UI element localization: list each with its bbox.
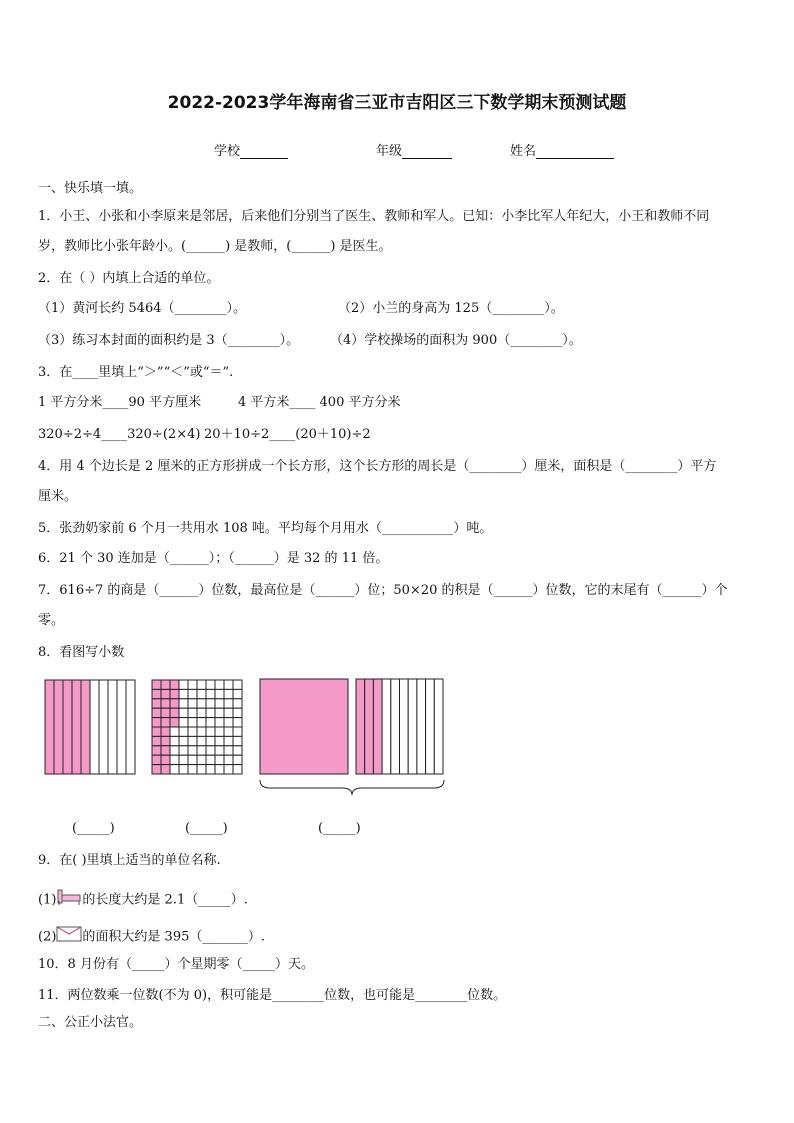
empty-cell	[170, 736, 179, 745]
empty-cell	[188, 699, 197, 708]
empty-cell	[179, 708, 188, 717]
shaded-strip	[81, 680, 90, 774]
empty-cell	[224, 689, 233, 698]
question-2-part-1: （1）黄河长约 5464（________）。	[38, 301, 246, 316]
empty-cell	[224, 708, 233, 717]
figure-grid-hundredths	[151, 679, 243, 776]
empty-cell	[233, 718, 242, 727]
empty-strip	[382, 679, 391, 774]
empty-cell	[215, 755, 224, 764]
school-field	[214, 140, 288, 159]
grouping-brace	[260, 780, 444, 795]
name-label: 姓名	[510, 144, 537, 159]
grade-label: 年级	[376, 144, 403, 159]
empty-cell	[197, 736, 206, 745]
shaded-cell	[152, 765, 161, 774]
question-3-part-1: 1 平方分米____90 平方厘米	[38, 395, 202, 410]
shaded-cell	[152, 689, 161, 698]
empty-cell	[197, 727, 206, 736]
empty-cell	[206, 680, 215, 689]
question-1-line-2: 岁，教师比小张年龄小。(______) 是教师，(______) 是医生。	[38, 239, 392, 254]
grade-field	[376, 140, 452, 159]
empty-cell	[233, 727, 242, 736]
shaded-cell	[161, 755, 170, 764]
name-field	[510, 140, 614, 159]
envelope-icon	[56, 926, 82, 948]
question-4-line-2: 厘米。	[38, 489, 78, 504]
empty-strip	[117, 680, 126, 774]
question-3-part-4: 20＋10÷2____(20＋10)÷2	[204, 427, 371, 442]
part-2-prefix: (2)	[38, 929, 57, 945]
shaded-cell	[170, 689, 179, 698]
empty-cell	[197, 699, 206, 708]
part-1-prefix: (1)	[38, 892, 57, 908]
shaded-cell	[152, 736, 161, 745]
empty-cell	[215, 765, 224, 774]
empty-cell	[170, 755, 179, 764]
empty-cell	[233, 708, 242, 717]
shaded-cell	[161, 727, 170, 736]
empty-cell	[215, 699, 224, 708]
empty-strip	[417, 679, 426, 774]
empty-cell	[188, 727, 197, 736]
empty-cell	[188, 746, 197, 755]
empty-cell	[170, 746, 179, 755]
empty-cell	[233, 755, 242, 764]
empty-cell	[224, 680, 233, 689]
question-4-line-1: 4．用 4 个边长是 2 厘米的正方形拼成一个长方形，这个长方形的周长是（________）厘米，面积是（________）平方	[38, 459, 717, 474]
shaded-cell	[170, 699, 179, 708]
empty-strip	[99, 680, 108, 774]
empty-strip	[90, 680, 99, 774]
whole-square	[260, 679, 348, 774]
question-2-heading: 2．在（ ）内填上合适的单位。	[38, 271, 220, 286]
empty-cell	[224, 718, 233, 727]
shaded-cell	[161, 699, 170, 708]
shaded-cell	[152, 680, 161, 689]
question-11: 11．两位数乘一位数(不为 0)，积可能是________位数，也可能是________位数。	[38, 988, 507, 1003]
shaded-cell	[161, 736, 170, 745]
empty-cell	[170, 727, 179, 736]
empty-cell	[215, 727, 224, 736]
empty-strip	[126, 680, 135, 774]
empty-cell	[233, 680, 242, 689]
section-1-heading: 一、快乐填一填。	[38, 181, 143, 196]
section-2-heading: 二、公正小法官。	[38, 1015, 143, 1030]
shaded-cell	[170, 718, 179, 727]
question-9-part-1	[38, 888, 248, 912]
part-2-text: 的面积大约是 395（_______）.	[82, 929, 265, 945]
empty-cell	[206, 765, 215, 774]
empty-cell	[188, 718, 197, 727]
question-2-part-4: （4）学校操场的面积为 900（________）。	[330, 333, 582, 348]
shaded-cell	[161, 746, 170, 755]
shaded-cell	[161, 718, 170, 727]
empty-cell	[206, 727, 215, 736]
empty-cell	[206, 708, 215, 717]
shaded-cell	[152, 755, 161, 764]
empty-cell	[197, 708, 206, 717]
figure-1-answer-blank[interactable]: (_____)	[72, 821, 115, 836]
shaded-strip	[365, 679, 374, 774]
question-9-part-2	[38, 926, 265, 948]
empty-strip	[391, 679, 400, 774]
empty-cell	[224, 736, 233, 745]
shaded-cell	[152, 727, 161, 736]
empty-cell	[197, 680, 206, 689]
question-2-part-3: （3）练习本封面的面积约是 3（________）。	[38, 333, 300, 348]
school-blank[interactable]	[240, 144, 288, 159]
shaded-strip	[72, 680, 81, 774]
empty-cell	[224, 746, 233, 755]
empty-strip	[108, 680, 117, 774]
question-3-part-2: 4 平方米____ 400 平方分米	[238, 395, 401, 410]
empty-strip	[400, 679, 409, 774]
figure-2-answer-blank[interactable]: (_____)	[185, 821, 228, 836]
figure-3-answer-blank[interactable]: (_____)	[318, 821, 361, 836]
empty-cell	[206, 746, 215, 755]
empty-cell	[233, 765, 242, 774]
empty-cell	[179, 736, 188, 745]
empty-cell	[179, 727, 188, 736]
empty-cell	[215, 736, 224, 745]
empty-cell	[224, 755, 233, 764]
empty-cell	[170, 765, 179, 774]
empty-cell	[179, 680, 188, 689]
figure-strips-tenths	[44, 679, 138, 776]
bed-icon	[56, 888, 82, 912]
empty-cell	[233, 736, 242, 745]
shaded-cell	[152, 708, 161, 717]
question-10: 10．8 月份有（_____）个星期零（_____）天。	[38, 957, 314, 972]
empty-strip	[408, 679, 417, 774]
empty-cell	[197, 765, 206, 774]
empty-cell	[197, 718, 206, 727]
part-1-text: 的长度大约是 2.1（_____）.	[82, 892, 248, 908]
empty-cell	[206, 718, 215, 727]
question-8-heading: 8．看图写小数	[38, 645, 125, 660]
question-2-part-2: （2）小兰的身高为 125（________）。	[338, 301, 564, 316]
shaded-cell	[161, 765, 170, 774]
empty-strip	[426, 679, 435, 774]
empty-cell	[188, 765, 197, 774]
empty-cell	[206, 755, 215, 764]
empty-cell	[179, 718, 188, 727]
empty-cell	[215, 746, 224, 755]
shaded-strip	[45, 680, 54, 774]
empty-cell	[215, 708, 224, 717]
empty-cell	[215, 680, 224, 689]
empty-strip	[434, 679, 443, 774]
empty-cell	[188, 755, 197, 764]
shaded-cell	[161, 689, 170, 698]
empty-cell	[224, 765, 233, 774]
shaded-cell	[170, 708, 179, 717]
empty-cell	[206, 699, 215, 708]
shaded-strip	[54, 680, 63, 774]
shaded-strip	[373, 679, 382, 774]
shaded-cell	[161, 680, 170, 689]
empty-cell	[188, 689, 197, 698]
empty-cell	[179, 689, 188, 698]
empty-cell	[197, 746, 206, 755]
shaded-strip	[63, 680, 72, 774]
empty-cell	[188, 708, 197, 717]
empty-cell	[179, 755, 188, 764]
empty-cell	[224, 727, 233, 736]
empty-cell	[197, 689, 206, 698]
empty-cell	[215, 718, 224, 727]
empty-cell	[233, 689, 242, 698]
grade-blank[interactable]	[402, 144, 452, 159]
shaded-cell	[152, 699, 161, 708]
question-7-line-1: 7．616÷7 的商是（______）位数，最高位是（______）位；50×20 的积是（______）位数，它的末尾有（______）个	[38, 583, 728, 598]
figure-whole-and-strips	[258, 676, 448, 796]
empty-cell	[179, 746, 188, 755]
question-1-line-1: 1．小王、小张和小李原来是邻居，后来他们分别当了医生、教师和军人。已知：小李比军人年纪大，小王和教师不同	[38, 209, 710, 224]
question-6: 6．21 个 30 连加是（______）；（______）是 32 的 11 倍。	[38, 551, 389, 566]
empty-cell	[233, 699, 242, 708]
shaded-strip	[356, 679, 365, 774]
question-9-heading: 9．在( )里填上适当的单位名称.	[38, 853, 221, 868]
empty-cell	[233, 746, 242, 755]
empty-cell	[224, 699, 233, 708]
question-3-heading: 3．在____里填上“＞”“＜”或“＝”.	[38, 365, 234, 380]
name-blank[interactable]	[536, 144, 614, 159]
shaded-cell	[152, 718, 161, 727]
empty-cell	[206, 689, 215, 698]
empty-cell	[215, 689, 224, 698]
shaded-cell	[152, 746, 161, 755]
empty-cell	[188, 736, 197, 745]
school-label: 学校	[214, 144, 241, 159]
question-3-part-3: 320÷2÷4____320÷(2×4)	[38, 427, 201, 442]
empty-cell	[206, 736, 215, 745]
empty-cell	[197, 755, 206, 764]
page-title: 2022-2023学年海南省三亚市吉阳区三下数学期末预测试题	[167, 93, 627, 113]
empty-cell	[179, 699, 188, 708]
question-5: 5．张劲奶家前 6 个月一共用水 108 吨。平均每个月用水（___________）吨。	[38, 521, 493, 536]
empty-cell	[179, 765, 188, 774]
shaded-cell	[170, 680, 179, 689]
question-7-line-2: 零。	[38, 613, 65, 628]
shaded-cell	[161, 708, 170, 717]
empty-cell	[188, 680, 197, 689]
